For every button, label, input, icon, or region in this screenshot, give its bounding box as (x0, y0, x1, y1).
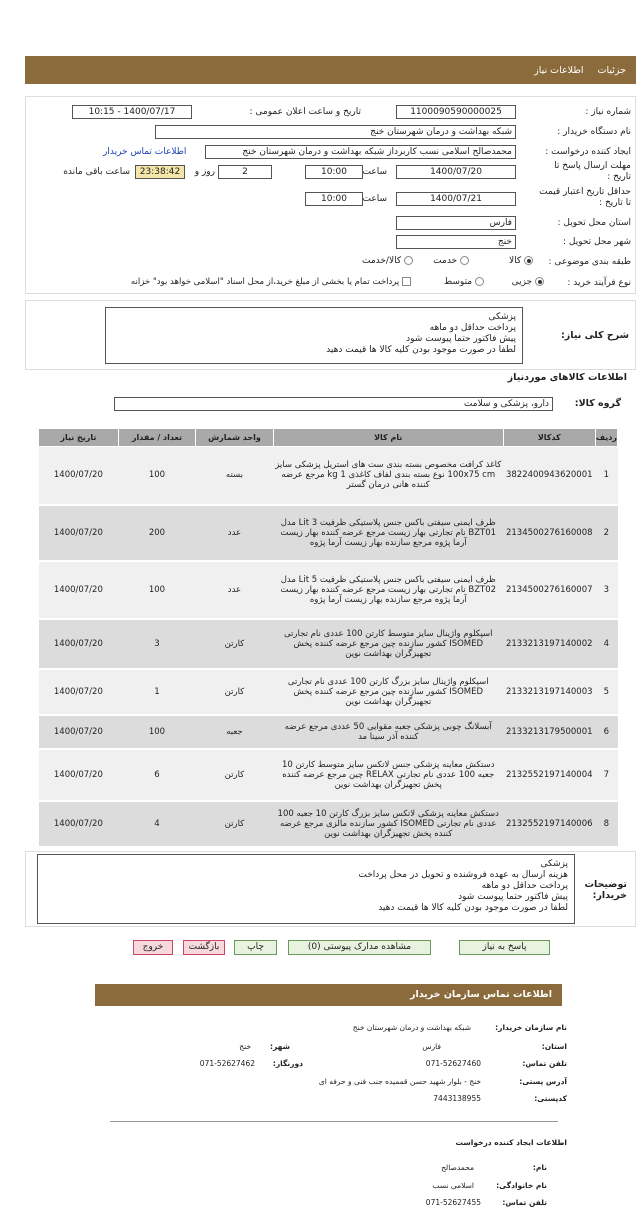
cell-item-code: 2133213179500001 (503, 715, 595, 749)
payment-option[interactable] (131, 277, 411, 287)
cell-need-date: 1400/07/20 (39, 447, 119, 505)
cell-item-code: 3822400943620001 (503, 447, 595, 505)
cell-unit: عدد (196, 561, 274, 619)
proc-partial-text: جزیی (511, 277, 533, 287)
validity-time-field: 10:00 (305, 192, 363, 206)
cell-item-code: 2132552197140006 (503, 801, 595, 847)
reply-time-label: ساعت (362, 167, 387, 177)
cell-item-name: ظرف ایمنی سیفتی باکس جنس پلاستیکی ظرفیت 5 Lit مدل BZT02 نام تجارتی بهار زیست مرجع عرضه کننده بهار زیست آرما پژوه مرجع سازنده بهار زیست آرما پژوه (273, 561, 503, 619)
creator-family-value: اسلامی نسب (432, 1181, 474, 1190)
goods-title: اطلاعات کالاهای موردنیاز (507, 372, 627, 383)
cell-row-number: 6 (595, 715, 617, 749)
cell-need-date: 1400/07/20 (39, 619, 119, 669)
col-qty: تعداد / مقدار (118, 429, 195, 447)
validity-date-field: 1400/07/21 (396, 192, 516, 206)
process-label: نوع فرآیند خرید : (567, 278, 631, 288)
creator-family-label: نام خانوادگی: (496, 1181, 547, 1190)
province-label: استان محل تحویل : (557, 218, 631, 228)
buyer-org-label: نام دستگاه خریدار : (557, 127, 631, 137)
reply-button[interactable]: پاسخ به نیاز (459, 940, 550, 955)
cell-item-name: آبسلانگ چوبی پزشکی جعبه مقوایی 50 عددی مرجع عرضه کننده آذر سینا مد (273, 715, 503, 749)
creator-name-label: نام: (532, 1163, 547, 1172)
col-date: تاریخ نیاز (39, 429, 119, 447)
contact-city-value: خنج (239, 1042, 251, 1051)
cell-need-date: 1400/07/20 (39, 561, 119, 619)
remaining-time-field: 23:38:42 (135, 165, 185, 179)
cell-item-name: اسپکلوم واژینال سایز بزرگ کارتن 100 عددی نام تجارتی ISOMED کشور سازنده چین مرجع عرضه کننده پخش تجهیزگران بهداشت نوین (273, 669, 503, 715)
table-row (39, 447, 618, 505)
creator-name-value: محمدصالح (441, 1163, 474, 1172)
goods-group-field: دارو، پزشکی و سلامت (114, 397, 553, 411)
nav-details[interactable]: جزئیات (597, 64, 626, 76)
cell-quantity: 100 (118, 561, 195, 619)
exit-button[interactable]: خروج (133, 940, 173, 955)
proc-medium-option[interactable] (444, 277, 484, 287)
cell-need-date: 1400/07/20 (39, 801, 119, 847)
cell-need-date: 1400/07/20 (39, 749, 119, 801)
contact-postal-value: 7443138955 (433, 1094, 481, 1103)
table-row (39, 715, 618, 749)
reply-date-field: 1400/07/20 (396, 165, 516, 179)
cell-item-code: 2134500276160008 (503, 505, 595, 561)
contact-fax-label: دورنگار: (272, 1059, 303, 1068)
payment-checkbox[interactable] (402, 277, 411, 286)
cell-item-name: دستکش معاینه پزشکی جنس لاتکس سایز متوسط کارتن 10 جعبه 100 عددی نام تجارتی RELAX چین مرجع عرضه کننده پخش تجهیزگران بهداشت نوین (273, 749, 503, 801)
table-row (39, 749, 618, 801)
nav-need-info[interactable]: اطلاعات نیاز (534, 64, 584, 76)
contact-province-value: فارس (422, 1042, 441, 1051)
cell-unit: کارتن (196, 669, 274, 715)
announce-field: 1400/07/17 - 10:15 (72, 105, 192, 119)
cell-item-name: دستکش معاینه پزشکی لاتکس سایز بزرگ کارتن 10 جعبه 100 عددی نام تجارتی ISOMED کشور سازنده مالزی مرجع عرضه کننده پخش تجهیزگران بهداشت نوین (273, 801, 503, 847)
cell-unit: کارتن (196, 619, 274, 669)
cat-goods-option[interactable] (509, 256, 533, 266)
contact-address-value: خنج - بلوار شهید حسن قممیده جنب فنی و حرفه ای (318, 1077, 481, 1086)
cell-need-date: 1400/07/20 (39, 505, 119, 561)
creator-phone-label: تلفن تماس: (502, 1198, 547, 1207)
cell-unit: بسته (196, 447, 274, 505)
announce-label: تاریخ و ساعت اعلان عمومی : (249, 107, 361, 117)
cell-unit: عدد (196, 505, 274, 561)
category-label: طبقه بندی موضوعی : (548, 257, 631, 267)
table-row (39, 801, 618, 847)
contact-city-label: شهر: (270, 1042, 290, 1051)
goods-table (38, 428, 618, 848)
top-nav-bar (25, 56, 636, 84)
contact-postal-label: کدپستی: (534, 1094, 567, 1103)
cat-goods-text: کالا (508, 256, 522, 266)
cell-quantity: 1 (118, 669, 195, 715)
reply-deadline-label: مهلت ارسال پاسخ تا تاریخ : (554, 161, 631, 182)
col-unit: واحد شمارش (196, 429, 274, 447)
cell-need-date: 1400/07/20 (39, 669, 119, 715)
cat-goods-service-radio[interactable] (404, 256, 413, 265)
province-field: فارس (396, 216, 516, 230)
cell-quantity: 6 (118, 749, 195, 801)
need-number-label: شماره نیاز : (585, 107, 631, 117)
cell-unit: کارتن (196, 749, 274, 801)
contact-phone-value: 071-52627460 (425, 1059, 481, 1068)
cell-row-number: 7 (595, 749, 617, 801)
cell-item-name: ظرف ایمنی سیفتی باکس جنس پلاستیکی ظرفیت 3 Lit مدل BZT01 نام تجارتی بهار زیست مرجع عرضه کننده بهار زیست آرما پژوه مرجع سازنده بهار زیست آرما پژوه (273, 505, 503, 561)
cat-service-text: خدمت (433, 256, 458, 266)
contact-divider (110, 1121, 558, 1122)
cell-row-number: 5 (595, 669, 617, 715)
cell-item-code: 2133213197140002 (503, 619, 595, 669)
contact-phone-label: تلفن تماس: (522, 1059, 567, 1068)
print-button[interactable]: چاپ (234, 940, 277, 955)
summary-label: شرح کلی نیاز: (560, 330, 629, 341)
summary-text: پزشکی پرداخت حداقل دو ماهه پیش فاکتور حتما پیوست شود لطفا در صورت موجود بودن کلیه کالا ها قیمت دهید (105, 307, 523, 364)
validity-time-label: ساعت (362, 194, 387, 204)
creator-phone-value: 071-52627455 (425, 1198, 481, 1207)
contact-address-label: آدرس پستی: (519, 1077, 567, 1086)
contact-org-label: نام سازمان خریدار: (495, 1023, 567, 1032)
buyer-notes-text: پزشکی هزینه ارسال به عهده فروشنده و تحویل در محل پرداخت پرداخت حداقل دو ماهه پیش فاکتور حتما پیوست شود لطفا در صورت موجود بودن کلیه کالا ها قیمت دهید (37, 854, 575, 924)
col-code: کدکالا (503, 429, 595, 447)
cell-row-number: 3 (595, 561, 617, 619)
remaining-label: ساعت باقی مانده (63, 167, 130, 177)
proc-partial-radio[interactable] (535, 277, 544, 286)
contact-province-label: استان: (541, 1042, 567, 1051)
cat-goods-service-option[interactable] (362, 256, 413, 266)
cell-quantity: 4 (118, 801, 195, 847)
table-row (39, 561, 618, 619)
attachments-button[interactable]: مشاهده مدارک پیوستی (0) (288, 940, 431, 955)
col-row: ردیف (595, 429, 617, 447)
buyer-contact-link[interactable]: اطلاعات تماس خریدار (103, 147, 187, 157)
days-field: 2 (218, 165, 272, 179)
cell-item-code: 2132552197140004 (503, 749, 595, 801)
contact-org-value: شبکه بهداشت و درمان شهرستان خنج (352, 1023, 471, 1032)
cat-service-radio[interactable] (460, 256, 469, 265)
cell-quantity: 200 (118, 505, 195, 561)
requester-label: ایجاد کننده درخواست : (545, 147, 631, 157)
cell-need-date: 1400/07/20 (39, 715, 119, 749)
table-row (39, 669, 618, 715)
city-label: شهر محل تحویل : (562, 237, 631, 247)
creator-title: اطلاعات ایجاد کننده درخواست (455, 1138, 567, 1147)
buyer-org-field: شبکه بهداشت و درمان شهرستان خنج (155, 125, 516, 139)
proc-medium-text: متوسط (443, 277, 473, 287)
cat-goods-radio[interactable] (524, 256, 533, 265)
cell-unit: جعبه (196, 715, 274, 749)
cell-unit: کارتن (196, 801, 274, 847)
goods-group-label: گروه کالا: (574, 398, 621, 409)
cell-item-name: کاغذ کرافت مخصوص بسته بندی ست های استریل پزشکی سایز 100x75 cm نوع بسته بندی لفاف کاغذی 1 kg مرجع عرضه کننده هانی درمان گستر (273, 447, 503, 505)
col-name: نام کالا (273, 429, 503, 447)
cell-item-name: اسپکلوم واژینال سایز متوسط کارتن 100 عددی نام تجارتی ISOMED کشور سازنده چین مرجع عرضه کننده پخش تجهیزگران بهداشت نوین (273, 619, 503, 669)
contact-header: اطلاعات تماس سازمان خریدار (95, 984, 562, 1006)
proc-medium-radio[interactable] (475, 277, 484, 286)
cell-row-number: 2 (595, 505, 617, 561)
cell-item-code: 2134500276160007 (503, 561, 595, 619)
goods-table-header (39, 429, 618, 447)
city-field: خنج (396, 235, 516, 249)
price-validity-label: حداقل تاریخ اعتبار قیمت تا تاریخ : (539, 187, 631, 208)
cell-row-number: 4 (595, 619, 617, 669)
need-number-field: 1100090590000025 (396, 105, 516, 119)
back-button[interactable]: بازگشت (183, 940, 225, 955)
cell-quantity: 100 (118, 447, 195, 505)
cat-goods-service-text: کالا/خدمت (361, 256, 402, 266)
requester-field: محمدصالح اسلامی نسب کاربرداز شبکه بهداشت و درمان شهرستان خنج (205, 145, 516, 159)
cell-row-number: 1 (595, 447, 617, 505)
table-row (39, 505, 618, 561)
cell-quantity: 3 (118, 619, 195, 669)
proc-partial-option[interactable] (512, 277, 544, 287)
cell-item-code: 2133213197140003 (503, 669, 595, 715)
buyer-notes-label: توضیحات خریدار: (584, 879, 627, 901)
reply-time-field: 10:00 (305, 165, 363, 179)
day-label: روز و (194, 167, 215, 177)
payment-note-text: پرداخت تمام یا بخشی از مبلغ خرید،از محل اسناد "اسلامی خواهد بود" خزانه (130, 277, 400, 287)
cat-service-option[interactable] (433, 256, 469, 266)
contact-fax-value: 071-52627462 (199, 1059, 255, 1068)
table-row (39, 619, 618, 669)
cell-row-number: 8 (595, 801, 617, 847)
cell-quantity: 100 (118, 715, 195, 749)
